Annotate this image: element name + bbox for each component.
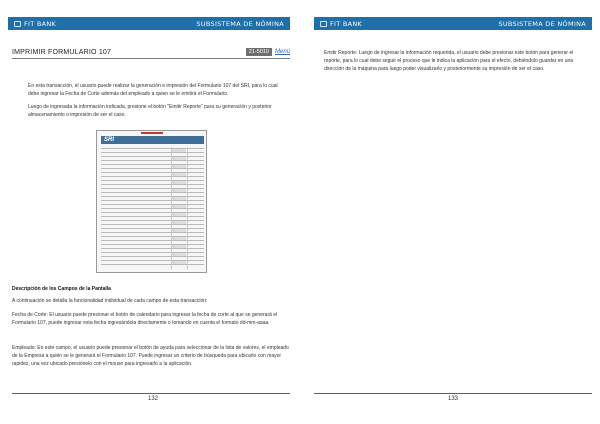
form-row-line <box>101 256 204 257</box>
title-meta <box>246 48 290 56</box>
form-column-line <box>187 147 188 269</box>
section-title: Descripción de los Campos de la Pantalla <box>12 286 111 292</box>
form-row-line <box>101 180 204 181</box>
sri-logo-text: SRI <box>104 137 115 143</box>
instruction-paragraph: Luego de ingresada la información indicada, presione el botón "Emitir Reporte" para su generación y posterior almacenamiento o impresión de ser el caso. <box>28 104 272 118</box>
form-row-line <box>101 208 204 209</box>
header-bar <box>314 17 592 30</box>
form-row-line <box>101 192 204 193</box>
form-header-red-mark <box>141 132 163 134</box>
form-row-line <box>101 212 204 213</box>
brand <box>320 20 362 28</box>
fecha-corte-description: Fecha de Corte: El usuario puede presionar el botón de calendario para ingresar la fecha de corte al que se generará el Formulario 107, puede ingresar esta fecha ingresándola directamente o tomando en cuenta el formato dd-mm-aaaa. <box>12 312 278 326</box>
form-row-line <box>101 260 204 261</box>
title-divider <box>12 58 290 59</box>
form-row-line <box>101 156 204 157</box>
form-row-line <box>101 168 204 169</box>
header-bar <box>8 17 290 30</box>
form-row-line <box>101 236 204 237</box>
form-row-line <box>101 176 204 177</box>
form-row-line <box>101 240 204 241</box>
right-page <box>300 0 600 424</box>
footer-divider <box>314 393 592 394</box>
module-name: SUBSISTEMA DE NÓMINA <box>498 19 586 28</box>
page-title: IMPRIMIR FORMULARIO 107 <box>12 48 112 56</box>
form-row-line <box>101 152 204 153</box>
form-row-line <box>101 248 204 249</box>
brand-name: FIT BANK <box>24 19 57 28</box>
form-row-line <box>101 220 204 221</box>
form-row-line <box>101 160 204 161</box>
form-row-line <box>101 184 204 185</box>
brand <box>14 20 56 28</box>
menu-link[interactable]: Menú <box>274 49 290 55</box>
brand-name: FIT BANK <box>330 19 363 28</box>
form-row-line <box>101 164 204 165</box>
page-number: 133 <box>448 396 459 402</box>
form-107-screenshot <box>96 130 207 273</box>
form-column-line <box>171 147 172 269</box>
sri-logo-banner <box>101 136 204 144</box>
form-row-line <box>101 172 204 173</box>
form-row-line <box>101 148 204 149</box>
empleado-description: Empleado: En este campo, el usuario puede presionar el botón de ayuda para seleccionar de la lista de valores, el empleado de la Empresa a quién se le generará el Formulario 107. Puede ingresar un criterio de búsqueda para ubicarlo con mayor rapidez, una vez ubicado presiónelo con el mouse para ingresarlo a la aplicación. <box>12 345 289 367</box>
section-intro: A continuación se detalla la funcionalidad individual de cada campo de esta transacción: <box>12 298 208 304</box>
intro-paragraph: En esta transacción, el usuario puede realizar la generación e impresión del Formulario 107 del SRI, para lo cual debe ingresar la Fecha de Corte además del empleado a quien se le emitirá el Formulario. <box>28 83 278 97</box>
form-row-line <box>101 224 204 225</box>
footer-divider <box>12 393 290 394</box>
transaction-code-badge: 21-5010 <box>246 48 272 56</box>
form-row-line <box>101 244 204 245</box>
title-row <box>12 47 290 57</box>
brand-logo-icon <box>320 21 327 27</box>
form-row-line <box>101 196 204 197</box>
form-row-line <box>101 188 204 189</box>
form-row-line <box>101 228 204 229</box>
form-row-line <box>101 264 204 265</box>
form-row-line <box>101 252 204 253</box>
brand-logo-icon <box>14 21 21 27</box>
form-row-line <box>101 216 204 217</box>
emitir-reporte-description: Emitir Reporte: Luego de ingresar la información requerida, el usuario debe presionar este botón para generar el reporte, para lo cual debe seguir el proceso que le indica la aplicación para el efecto, debiéndolo guardar en una dirección de la máquina para luego poder visualizarlo y posteriormente su impresión de ser el caso. <box>324 50 574 72</box>
form-row-line <box>101 200 204 201</box>
form-row-line <box>101 204 204 205</box>
page-number: 132 <box>148 396 159 402</box>
module-name: SUBSISTEMA DE NÓMINA <box>196 19 284 28</box>
form-row-line <box>101 232 204 233</box>
